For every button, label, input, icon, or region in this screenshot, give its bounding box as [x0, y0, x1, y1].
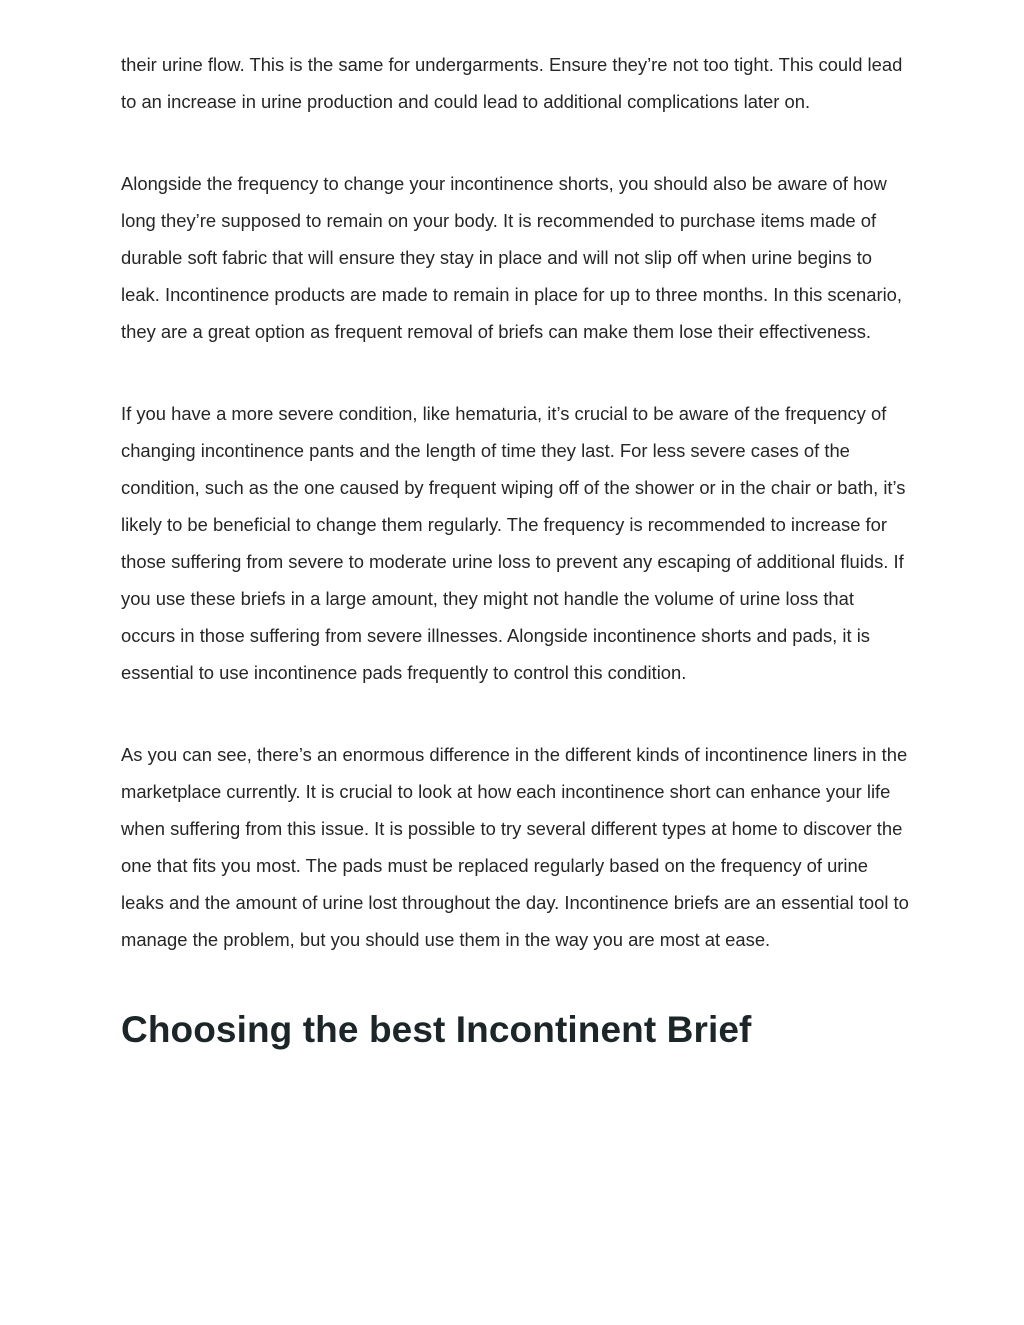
paragraph-severe-condition: If you have a more severe condition, like hematuria, it’s crucial to be aware of the frequency of changing incontinence pants and the length of time they last. For less severe cases of the condition, such as the one caused by frequent wiping off of the shower or in the chair or bath, it’s likely to be beneficial to change them regularly. The frequency is recommended to increase for those suffering from severe to moderate urine loss to prevent any escaping of additional fluids. If you use these briefs in a large amount, they might not handle the volume of urine loss that occurs in those suffering from severe illnesses. Alongside incontinence shorts and pads, it is essential to use incontinence pads frequently to control this condition. [121, 403, 906, 683]
paragraph-liner-differences: As you can see, there’s an enormous difference in the different kinds of incontinence liners in the marketplace currently. It is crucial to look at how each incontinence short can enhance your life when suffering from this issue. It is possible to try several different types at home to discover the one that fits you most. The pads must be replaced regularly based on the frequency of urine leaks and the amount of urine lost throughout the day. Incontinence briefs are an essential tool to manage the problem, but you should use them in the way you are most at ease. [121, 744, 909, 950]
document-body [121, 46, 911, 1052]
paragraph-wear-duration: Alongside the frequency to change your incontinence shorts, you should also be aware of how long they’re supposed to remain on your body. It is recommended to purchase items made of durable soft fabric that will ensure they stay in place and will not slip off when urine begins to leak. Incontinence products are made to remain in place for up to three months. In this scenario, they are a great option as frequent removal of briefs can make them lose their effectiveness. [121, 173, 903, 342]
section-heading: Choosing the best Incontinent Brief [121, 1009, 752, 1050]
paragraph-urine-flow: their urine flow. This is the same for undergarments. Ensure they’re not too tight. This could lead to an increase in urine production and could lead to additional complications later on. [121, 54, 903, 112]
